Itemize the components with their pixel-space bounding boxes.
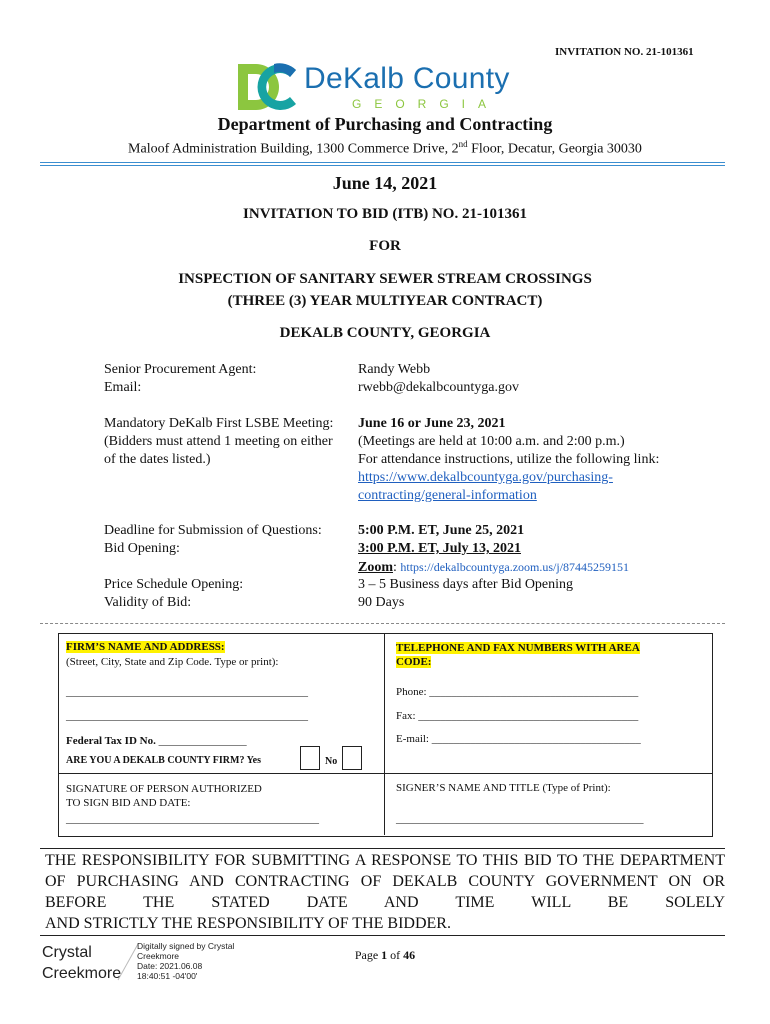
- questions-deadline: 5:00 P.M. ET, June 25, 2021: [358, 523, 525, 538]
- validity-label: Validity of Bid:: [104, 595, 192, 610]
- firm-address-line-1[interactable]: ____________________________________________: [66, 686, 308, 698]
- questions-label: Deadline for Submission of Questions:: [104, 523, 322, 538]
- signature-line[interactable]: ______________________________________________: [66, 813, 319, 825]
- phone-field[interactable]: Phone: ______________________________________: [396, 686, 639, 698]
- meeting-dates: June 16 or June 23, 2021: [358, 416, 506, 431]
- agent-label: Senior Procurement Agent:: [104, 362, 257, 377]
- logo-wordmark: DeKalb County: [304, 62, 510, 95]
- email-label: Email:: [104, 380, 142, 395]
- bid-opening-date: 3:00 P.M. ET, July 13, 2021: [358, 541, 521, 556]
- meeting-note-2: of the dates listed.): [104, 452, 211, 467]
- zoom-label: Zoom: [358, 560, 393, 575]
- email-field[interactable]: E-mail: ______________________________________: [396, 733, 641, 745]
- agent-name: Randy Webb: [358, 362, 431, 377]
- digital-signature-details: Digitally signed by Crystal Creekmore Date: 2021.06.08 18:40:51 -04'00': [137, 941, 235, 981]
- bid-opening-label: Bid Opening:: [104, 541, 180, 556]
- notice-bottom-rule: [40, 935, 725, 936]
- meeting-note-1: (Bidders must attend 1 meeting on either: [104, 434, 333, 449]
- firm-name-heading: FIRM’S NAME AND ADDRESS:: [66, 641, 225, 653]
- price-opening-label: Price Schedule Opening:: [104, 577, 244, 592]
- firm-address-line-2[interactable]: ____________________________________________: [66, 710, 308, 722]
- meeting-instructions: For attendance instructions, utilize the following link:: [358, 452, 660, 467]
- yes-checkbox[interactable]: [300, 746, 320, 770]
- form-column-divider: [384, 633, 385, 835]
- zoom-line: Zoom: https://dekalbcountyga.zoom.us/j/87445259151: [358, 560, 630, 575]
- department-address: Maloof Administration Building, 1300 Commerce Drive, 2nd Floor, Decatur, Georgia 30030: [128, 139, 642, 157]
- validity-value: 90 Days: [358, 595, 405, 610]
- signature-label: SIGNATURE OF PERSON AUTHORIZED TO SIGN BID AND DATE:: [66, 783, 262, 809]
- meeting-link-2[interactable]: contracting/general-information: [358, 488, 537, 503]
- logo-subtitle: GEORGIA: [352, 97, 500, 111]
- dekalb-firm-question: ARE YOU A DEKALB COUNTY FIRM? Yes: [66, 755, 262, 766]
- project-title: INSPECTION OF SANITARY SEWER STREAM CROSSINGS: [178, 271, 592, 287]
- county-line: DEKALB COUNTY, GEORGIA: [279, 325, 491, 341]
- digital-signature-name: Crystal Creekmore: [42, 944, 122, 982]
- tax-id-field[interactable]: Federal Tax ID No. ________________: [66, 735, 247, 747]
- responsibility-notice: THE RESPONSIBILITY FOR SUBMITTING A RESPONSE TO THIS BID TO THE DEPARTMENT OF PURCHASING AND CONTRACTING OF DEKALB COUNTY GOVERNMENT ON OR BEFORE THE STATED DATE AND TIME WILL BE SOLELY AND STRICTLY THE RESPONSIBILITY OF THE BIDDER.: [45, 852, 725, 932]
- itb-number: INVITATION TO BID (ITB) NO. 21-101361: [243, 206, 527, 222]
- meeting-times: (Meetings are held at 10:00 a.m. and 2:00 p.m.): [358, 434, 625, 449]
- header-rule: [40, 162, 725, 163]
- telephone-heading: TELEPHONE AND FAX NUMBERS WITH AREA CODE:: [396, 642, 640, 668]
- signer-name-label: SIGNER’S NAME AND TITLE (Type of Print):: [396, 782, 611, 794]
- signer-name-line[interactable]: _____________________________________________: [396, 813, 644, 825]
- no-checkbox[interactable]: [342, 746, 362, 770]
- notice-top-rule: [40, 848, 725, 849]
- department-title: Department of Purchasing and Contracting: [217, 114, 553, 134]
- agent-email[interactable]: rwebb@dekalbcountyga.gov: [358, 380, 520, 395]
- page-number: Page 1 of 46: [354, 948, 416, 962]
- firm-name-instructions: (Street, City, State and Zip Code. Type or print):: [66, 656, 279, 668]
- issue-date: June 14, 2021: [332, 173, 438, 193]
- meeting-label: Mandatory DeKalb First LSBE Meeting:: [104, 416, 334, 431]
- section-divider: [40, 623, 725, 624]
- dekalb-logo-icon: [236, 62, 300, 112]
- fax-field[interactable]: Fax: ________________________________________: [396, 710, 639, 722]
- zoom-link[interactable]: https://dekalbcountyga.zoom.us/j/87445259151: [400, 560, 630, 574]
- no-label: No: [325, 756, 338, 767]
- meeting-link-1[interactable]: https://www.dekalbcountyga.gov/purchasing-: [358, 470, 613, 485]
- contract-term: (THREE (3) YEAR MULTIYEAR CONTRACT): [227, 293, 543, 309]
- price-opening-value: 3 – 5 Business days after Bid Opening: [358, 577, 574, 592]
- header-rule-2: [40, 165, 725, 166]
- invitation-number: INVITATION NO. 21-101361: [555, 46, 694, 58]
- for-line: FOR: [369, 238, 401, 254]
- form-row-divider: [58, 773, 712, 774]
